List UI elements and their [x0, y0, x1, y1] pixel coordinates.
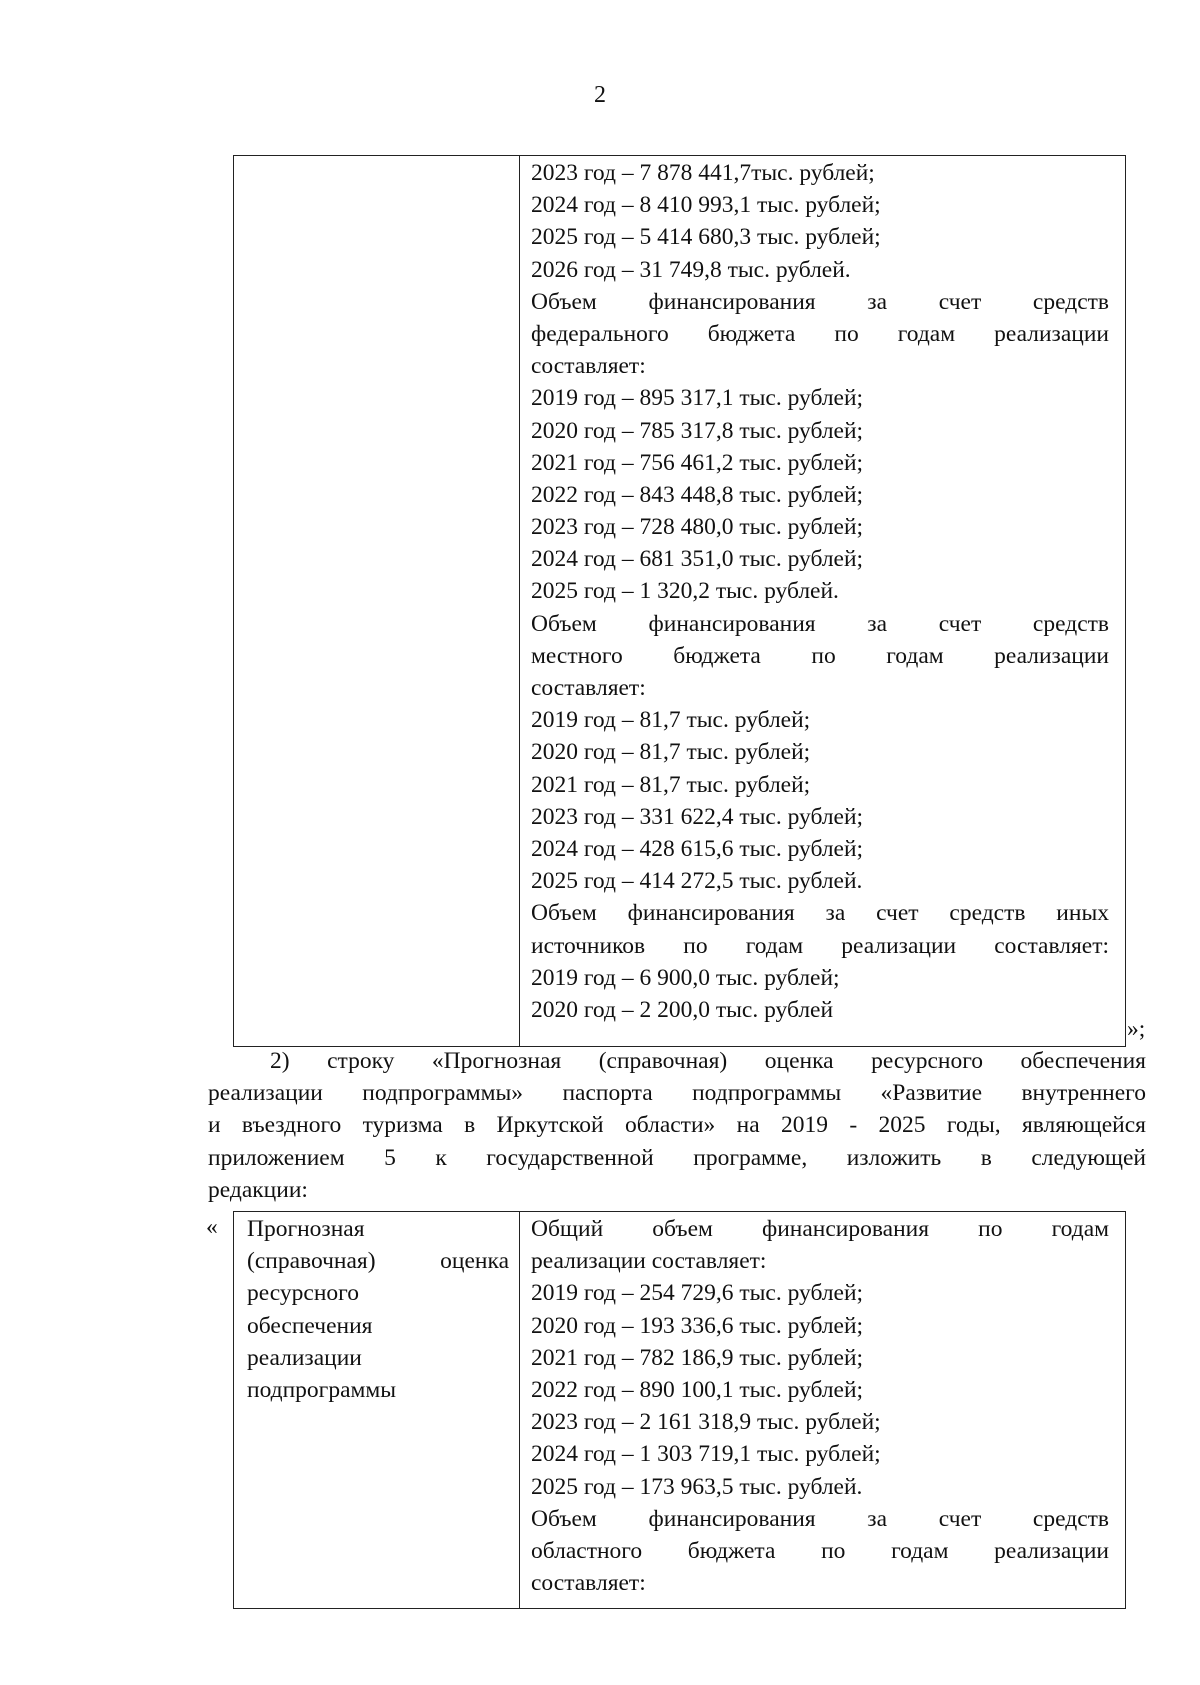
funding-line: Объем финансирования за счет средств	[531, 288, 1109, 315]
funding-line: Объем финансирования за счет средств	[531, 610, 1109, 637]
funding-line: федерального бюджета по годам реализации	[531, 320, 1109, 347]
funding-line: 2021 год – 782 186,9 тыс. рублей;	[531, 1344, 864, 1371]
funding-line: составляет:	[531, 353, 646, 380]
funding-line: 2023 год – 7 878 441,7тыс. рублей;	[531, 160, 875, 186]
funding-line: 2020 год – 785 317,8 тыс. рублей;	[531, 417, 864, 444]
funding-line: 2024 год – 8 410 993,1 тыс. рублей;	[531, 192, 881, 219]
row-title-line: (справочная) оценка	[247, 1248, 509, 1275]
funding-line: 2024 год – 1 303 719,1 тыс. рублей;	[531, 1441, 881, 1468]
opening-quote-mark: «	[206, 1214, 218, 1240]
row-title-line: Прогнозная	[247, 1216, 365, 1242]
row-title-cell	[247, 1213, 509, 1406]
funding-line: 2023 год – 331 622,4 тыс. рублей;	[531, 803, 864, 830]
funding-line: Общий объем финансирования по годам	[531, 1216, 1109, 1242]
funding-line: 2023 год – 728 480,0 тыс. рублей;	[531, 514, 864, 541]
paragraph-line: и въездного туризма в Иркутской области» на 2019 - 2025 годы, являющейся	[208, 1112, 1146, 1139]
funding-line: 2025 год – 414 272,5 тыс. рублей.	[531, 868, 863, 895]
funding-line: 2019 год – 895 317,1 тыс. рублей;	[531, 385, 864, 412]
row-title-line: обеспечения	[247, 1312, 373, 1339]
row-title-line: ресурсного	[247, 1280, 359, 1307]
funding-line: 2024 год – 428 615,6 тыс. рублей;	[531, 835, 864, 862]
closing-quote-mark: »;	[1127, 1016, 1146, 1042]
funding-line: 2021 год – 756 461,2 тыс. рублей;	[531, 449, 864, 476]
row-title-line: реализации	[247, 1344, 362, 1371]
resource-support-table	[233, 1211, 1126, 1609]
funding-line: 2019 год – 81,7 тыс. рублей;	[531, 707, 811, 734]
funding-line: 2025 год – 173 963,5 тыс. рублей.	[531, 1473, 863, 1500]
funding-line: 2021 год – 81,7 тыс. рублей;	[531, 771, 811, 798]
funding-details-cell	[531, 1213, 1109, 1599]
funding-line: 2023 год – 2 161 318,9 тыс. рублей;	[531, 1409, 881, 1436]
paragraph-line: редакции:	[208, 1176, 308, 1203]
funding-line: 2022 год – 890 100,1 тыс. рублей;	[531, 1376, 864, 1403]
column-divider	[519, 156, 520, 1046]
funding-line: 2025 год – 5 414 680,3 тыс. рублей;	[531, 224, 881, 251]
funding-line: реализации составляет:	[531, 1248, 767, 1275]
page-number: 2	[594, 82, 606, 108]
funding-line: 2019 год – 6 900,0 тыс. рублей;	[531, 964, 840, 991]
paragraph-line: приложением 5 к государственной программе, изложить в следующей	[208, 1144, 1146, 1171]
funding-line: местного бюджета по годам реализации	[531, 642, 1109, 669]
funding-line: 2024 год – 681 351,0 тыс. рублей;	[531, 546, 864, 573]
funding-line: Объем финансирования за счет средств иных	[531, 900, 1109, 927]
funding-line: источников по годам реализации составляет:	[531, 932, 1109, 959]
funding-line: 2020 год – 193 336,6 тыс. рублей;	[531, 1312, 864, 1339]
funding-line: Объем финансирования за счет средств	[531, 1505, 1109, 1532]
funding-line: 2025 год – 1 320,2 тыс. рублей.	[531, 578, 839, 605]
funding-line: 2022 год – 843 448,8 тыс. рублей;	[531, 481, 864, 508]
row-title-line: подпрограммы	[247, 1376, 397, 1403]
funding-table-continuation	[233, 155, 1126, 1047]
amendment-paragraph	[208, 1045, 1146, 1206]
funding-line: составляет:	[531, 1570, 646, 1597]
funding-line: 2020 год – 2 200,0 тыс. рублей	[531, 996, 834, 1023]
column-divider	[519, 1212, 520, 1608]
paragraph-line: реализации подпрограммы» паспорта подпрограммы «Развитие внутреннего	[208, 1080, 1146, 1107]
funding-line: областного бюджета по годам реализации	[531, 1537, 1109, 1564]
paragraph-line: 2) строку «Прогнозная (справочная) оценка ресурсного обеспечения	[270, 1048, 1146, 1074]
funding-line: 2026 год – 31 749,8 тыс. рублей.	[531, 256, 851, 283]
funding-line: 2020 год – 81,7 тыс. рублей;	[531, 739, 811, 766]
funding-line: составляет:	[531, 675, 646, 701]
funding-line: 2019 год – 254 729,6 тыс. рублей;	[531, 1280, 864, 1307]
funding-details-cell	[531, 157, 1109, 1026]
